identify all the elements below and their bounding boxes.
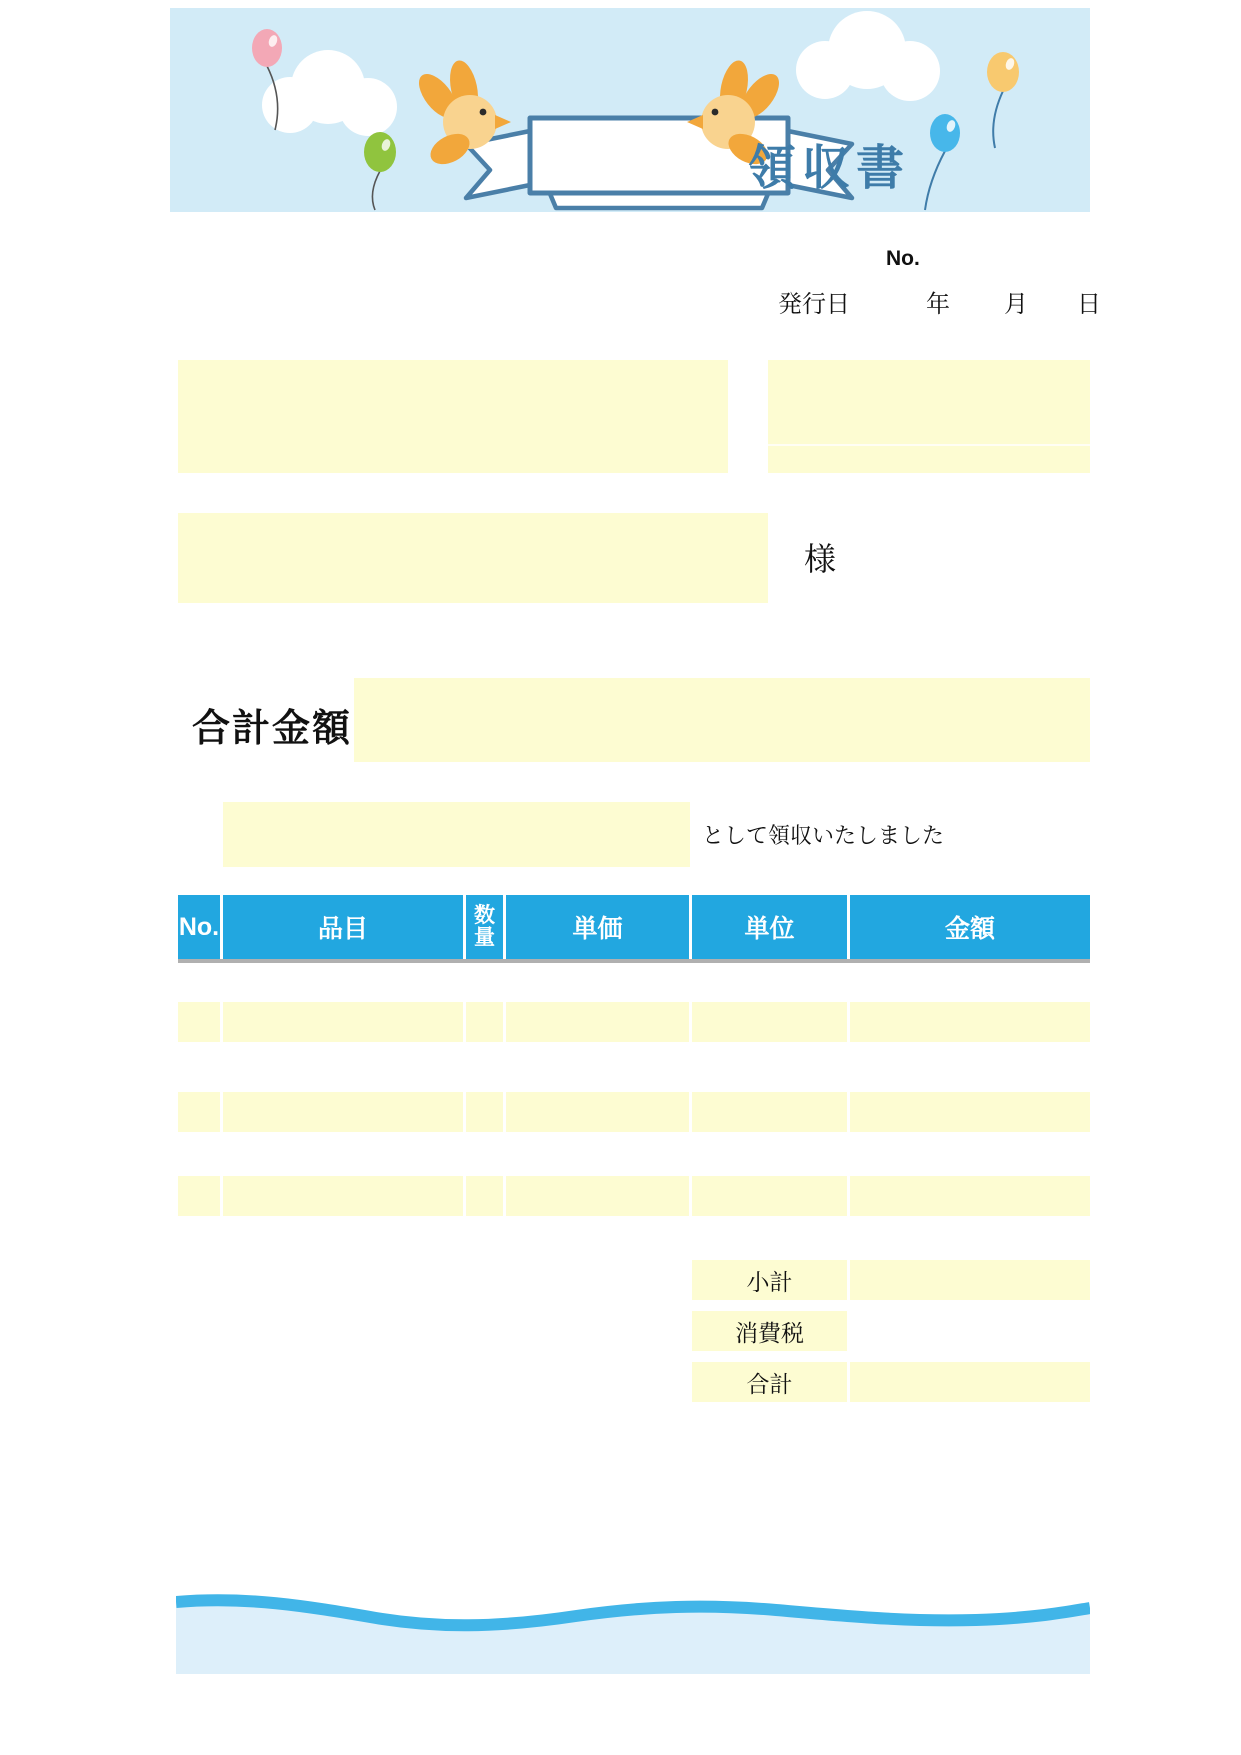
cloud-left-icon: [262, 50, 397, 136]
table-header-row: [178, 895, 1090, 959]
cell-item[interactable]: [223, 1176, 463, 1216]
table-row: [178, 1092, 1090, 1132]
year-label: 年: [926, 291, 950, 318]
table-row: [178, 1002, 1090, 1042]
payment-description-field[interactable]: [223, 802, 690, 867]
balloon-green-icon: [364, 132, 396, 210]
subtotal-value-cell[interactable]: [850, 1260, 1090, 1300]
table-header-shadow: [178, 959, 1090, 963]
cell-item[interactable]: [223, 1092, 463, 1132]
cell-quantity[interactable]: [466, 1092, 503, 1132]
table-row: [178, 1176, 1090, 1216]
total-amount-field[interactable]: [354, 678, 1090, 762]
cell-quantity[interactable]: [466, 1002, 503, 1042]
cell-amount[interactable]: [850, 1002, 1090, 1042]
grand-total-value-cell[interactable]: [850, 1362, 1090, 1402]
cell-unit[interactable]: [692, 1176, 847, 1216]
month-label: 月: [1004, 291, 1028, 318]
col-header-amount: 金額: [850, 895, 1090, 959]
cell-unit-price[interactable]: [506, 1176, 689, 1216]
cell-unit[interactable]: [692, 1092, 847, 1132]
footer-wave: [176, 1590, 1090, 1674]
cell-no[interactable]: [178, 1002, 220, 1042]
col-header-quantity: 数量: [466, 895, 503, 959]
cell-amount[interactable]: [850, 1092, 1090, 1132]
cell-unit[interactable]: [692, 1002, 847, 1042]
day-label: 日: [1077, 291, 1101, 318]
cell-unit-price[interactable]: [506, 1002, 689, 1042]
cell-unit-price[interactable]: [506, 1092, 689, 1132]
balloon-yellow-icon: [987, 52, 1019, 148]
col-header-unit: 単位: [692, 895, 847, 959]
cell-no[interactable]: [178, 1092, 220, 1132]
grand-total-label-cell: 合計: [692, 1362, 847, 1402]
header-banner: [170, 8, 1090, 212]
cell-amount[interactable]: [850, 1176, 1090, 1216]
col-header-item: 品目: [223, 895, 463, 959]
col-header-unit-price: 単価: [506, 895, 689, 959]
issuer-contact-field[interactable]: [768, 360, 1090, 473]
cell-item[interactable]: [223, 1002, 463, 1042]
cell-quantity[interactable]: [466, 1176, 503, 1216]
recipient-name-field[interactable]: [178, 513, 768, 603]
issue-date-label: 発行日: [778, 291, 850, 318]
total-amount-label: 合計金額: [192, 708, 353, 750]
received-note-label: として領収いたしました: [702, 823, 945, 848]
page-title: 領収書: [747, 142, 910, 195]
cloud-right-icon: [796, 11, 940, 101]
receipt-number-label: No.: [886, 247, 920, 270]
field-divider: [768, 444, 1090, 446]
subtotal-label-cell: 小計: [692, 1260, 847, 1300]
issuer-info-field[interactable]: [178, 360, 728, 473]
cell-no[interactable]: [178, 1176, 220, 1216]
tax-label-cell: 消費税: [692, 1311, 847, 1351]
honorific-label: 様: [804, 541, 837, 577]
col-header-no: No.: [178, 895, 220, 959]
